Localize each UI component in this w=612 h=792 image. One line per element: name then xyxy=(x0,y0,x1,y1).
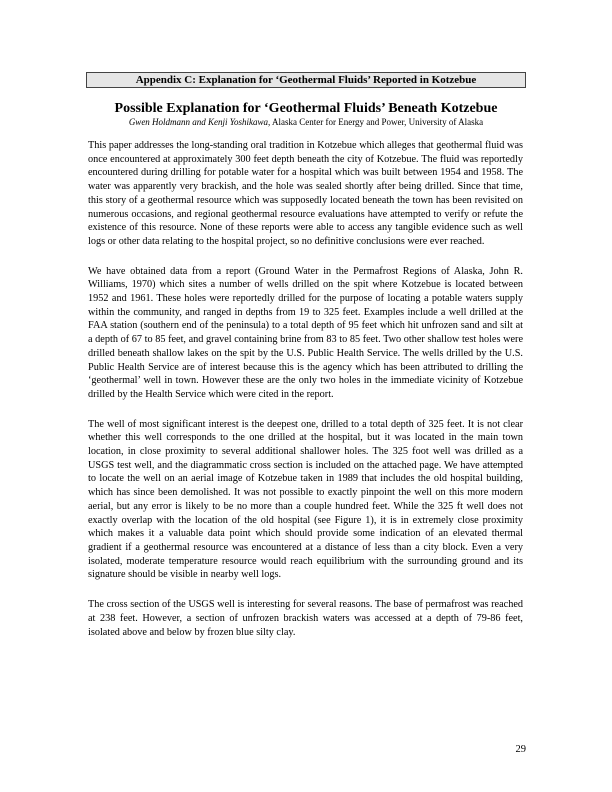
byline xyxy=(86,117,526,128)
appendix-heading: Appendix C: Explanation for ‘Geothermal Fluids’ Reported in Kotzebue xyxy=(86,72,526,88)
affiliation: Alaska Center for Energy and Power, University of Alaska xyxy=(270,117,484,127)
paragraph-4: The cross section of the USGS well is interesting for several reasons. The base of permafrost was reached at 238 feet. However, a section of unfrozen brackish waters was accessed at a depth of 79-86 feet, isolated above and below by frozen blue silty clay. xyxy=(88,599,523,638)
authors: Gwen Holdmann and Kenji Yoshikawa, xyxy=(128,117,271,127)
paper-title: Possible Explanation for ‘Geothermal Fluids’ Beneath Kotzebue xyxy=(114,101,498,116)
paragraph-2: We have obtained data from a report (Ground Water in the Permafrost Regions of Alaska, John R. Williams, 1970) which sites a number of wells drilled on the spit where Kotzebue is located between 1952 and 1961. These holes were reportedly drilled for the purpose of locating a potable waters supply within the community, and ranged in depths from 19 to 325 feet. Examples include a well drilled at the FAA station (southern end of the peninsula) to a total depth of 95 feet which hit unfrozen sand and silt at a depth of 67 to 85 feet, and gravel containing brine from 83 to 85 feet. Two other shallow test holes were drilled beneath shallow lakes on the spit by the U.S. Public Health Service. The wells drilled by the U.S. Public Health Service are of interest because this is the agency which has been attributed to drilling the ‘geothermal’ well in town. However these are the only two holes in the immediate vicinity of Kotzebue drilled by the Health Service which were cited in the report. xyxy=(88,265,523,400)
paragraph-3: The well of most significant interest is the deepest one, drilled to a total depth of 325 feet. It is not clear whether this well corresponds to the one drilled at the hospital, but it was located in the main town location, in close proximity to several additional shallower holes. The 325 foot well was drilled as a USGS test well, and the diagrammatic cross section is included on the attached page. We have attempted to locate the well on an aerial image of Kotzebue taken in 1989 that includes the old hospital building, which has since been demolished. It was not possible to exactly pinpoint the well on this more modern aerial, but any error is likely to be no more than a couple hundred feet. While the 325 ft well does not exactly overlap with the location of the old hospital (see Figure 1), it is in extremely close proximity which makes it a valuable data point which should provide some indication of an elevated thermal gradient if a geothermal resource was encountered at a distance of less than a city block. Even a very isolated, moderate temperature resource would reach equilibrium with the surrounding ground and its signature should be visible in nearby well logs. xyxy=(88,418,523,581)
paragraph-1: This paper addresses the long-standing oral tradition in Kotzebue which alleges that geothermal fluid was once encountered at approximately 300 feet depth beneath the city of Kotzebue. The fluid was reportedly encountered during drilling for potable water for a hospital which was built between 1954 and 1958. The water was apparently very brackish, and the hole was sealed shortly after being drilled. Since that time, this story of a geothermal resource which was supposedly located beneath the town has been revisited on numerous occasions, and regional geothermal resource evaluations have attempted to verify or refute the existence of this resource. None of these reports were able to access any tangible evidence such as well logs or other data relating to the hospital project, so no definitive conclusions were ever reached. xyxy=(88,140,523,247)
page-number: 29 xyxy=(515,744,526,755)
body-text xyxy=(88,139,523,655)
